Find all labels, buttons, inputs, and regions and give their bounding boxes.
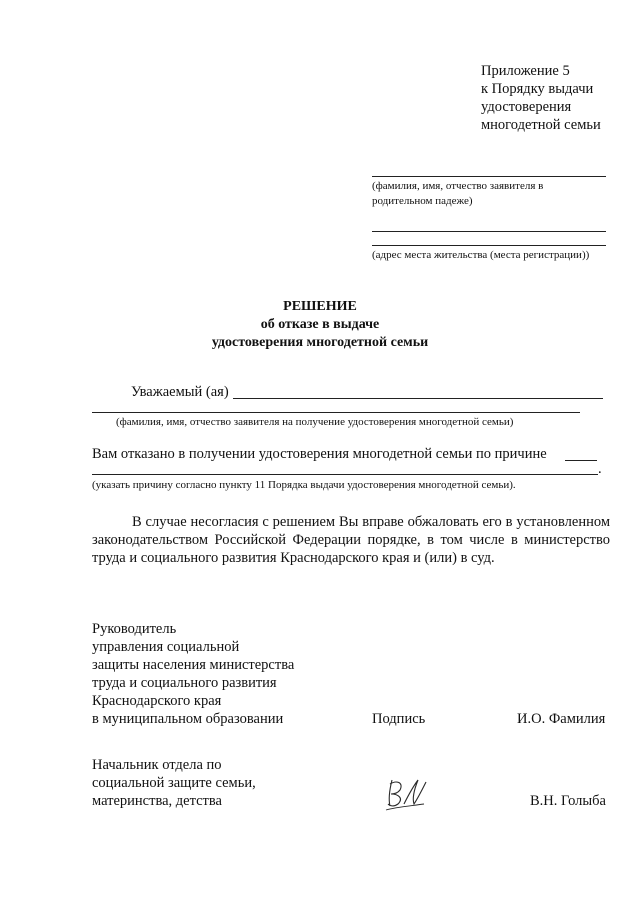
position-line: защиты населения министерства bbox=[92, 657, 295, 673]
title-main: РЕШЕНИЕ bbox=[283, 299, 357, 314]
appendix-line: удостоверения bbox=[481, 99, 572, 115]
appendix-line: Приложение 5 bbox=[481, 63, 570, 79]
position-line: Краснодарского края bbox=[92, 693, 222, 709]
greeting-name-line-2[interactable] bbox=[92, 412, 580, 413]
recipient-address-line-2[interactable] bbox=[372, 245, 606, 246]
refusal-reason-line-2[interactable] bbox=[92, 474, 598, 475]
position-line: материнства, детства bbox=[92, 793, 222, 809]
signatory-2-position bbox=[92, 756, 256, 810]
signature-label: Подпись bbox=[372, 711, 426, 727]
document-title bbox=[0, 298, 640, 352]
greeting-name-line[interactable] bbox=[233, 398, 603, 399]
greeting-caption: (фамилия, имя, отчество заявителя на получение удостоверения многодетной семьи) bbox=[116, 416, 514, 428]
caption-line: (фамилия, имя, отчество заявителя в bbox=[372, 180, 544, 192]
signatory-2-name: В.Н. Голыба bbox=[530, 793, 606, 809]
refusal-caption: (указать причину согласно пункту 11 Порядка выдачи удостоверения многодетной семьи). bbox=[92, 479, 516, 491]
recipient-name-caption bbox=[372, 179, 612, 209]
recipient-name-line[interactable] bbox=[372, 176, 606, 177]
title-sub: об отказе в выдаче bbox=[260, 317, 380, 332]
refusal-text: Вам отказано в получении удостоверения многодетной семьи по причине bbox=[92, 446, 547, 462]
recipient-address-caption: (адрес места жительства (места регистрации)) bbox=[372, 249, 590, 261]
appendix-header bbox=[481, 62, 601, 134]
position-line: Начальник отдела по bbox=[92, 757, 222, 773]
position-line: труда и социального развития bbox=[92, 675, 277, 691]
signatory-1-name: И.О. Фамилия bbox=[517, 711, 606, 727]
appendix-line: к Порядку выдачи bbox=[481, 81, 594, 97]
position-line: управления социальной bbox=[92, 639, 240, 655]
recipient-address-line-1[interactable] bbox=[372, 231, 606, 232]
refusal-end-mark: . bbox=[598, 461, 602, 477]
position-line: социальной защите семьи, bbox=[92, 775, 256, 791]
handwritten-signature bbox=[384, 774, 430, 814]
signatory-1-position bbox=[92, 620, 294, 728]
appendix-line: многодетной семьи bbox=[481, 117, 601, 133]
caption-line: родительном падеже) bbox=[372, 195, 473, 207]
position-line: в муниципальном образовании bbox=[92, 711, 284, 727]
greeting-text: Уважаемый (ая) bbox=[131, 384, 229, 400]
refusal-reason-line-1[interactable] bbox=[565, 460, 597, 461]
title-sub: удостоверения многодетной семьи bbox=[211, 335, 429, 350]
appeal-paragraph: В случае несогласия с решением Вы вправе обжаловать его в установленном законодательством Российской Федерации порядке, в том числе в министерство труда и социального развития Краснодарского края и (или) в суд. bbox=[92, 514, 610, 566]
position-line: Руководитель bbox=[92, 621, 177, 637]
